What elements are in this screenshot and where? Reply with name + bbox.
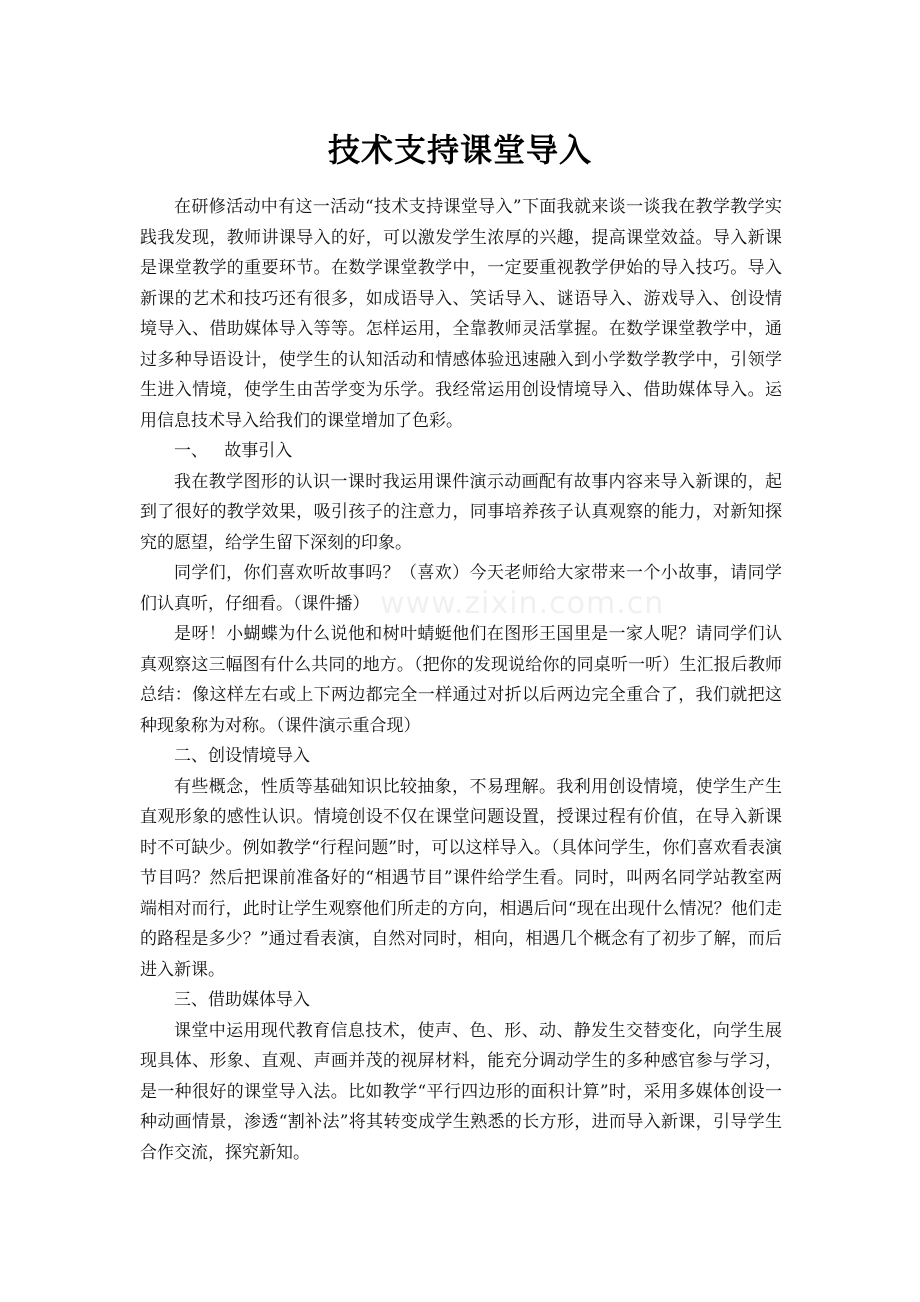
- intro-paragraph: 在研修活动中有这一活动“技术支持课堂导入”下面我就来谈一谈我在教学教学实践我发现，教师讲课导入的好，可以激发学生浓厚的兴趣，提高课堂效益。导入新课是课堂教学的重要环节。在数学课堂教学中，一定要重视教学伊始的导入技巧。导入新课的艺术和技巧还有很多，如成语导入、笑话导入、谜语导入、游戏导入、创设情境导入、借助媒体导入等等。怎样运用，全靠教师灵活掌握。在数学课堂教学中，通过多种导语设计，使学生的认知活动和情感体验迅速融入到小学数学教学中，引领学生进入情境，使学生由苦学变为乐学。我经常运用创设情境导入、借助媒体导入。运用信息技术导入给我们的课堂增加了色彩。: [140, 197, 782, 431]
- section-heading-media: 三、借助媒体导入: [174, 990, 310, 1010]
- section-heading-story: 一、 故事引入: [174, 441, 293, 461]
- story-paragraph-3: 是呀！小蝴蝶为什么说他和树叶蜻蜓他们在图形王国里是一家人呢？请同学们认真观察这三幅图有什么共同的地方。（把你的发现说给你的同桌听一听）生汇报后教师总结：像这样左右或上下两边都完全一样通过对折以后两边完全重合了，我们就把这种现象称为对称。（课件演示重合现）: [140, 624, 782, 736]
- section-heading-situation: 二、创设情境导入: [174, 746, 310, 766]
- story-paragraph-1: 我在教学图形的认识一课时我运用课件演示动画配有故事内容来导入新课的，起到了很好的教学效果，吸引孩子的注意力，同事培养孩子认真观察的能力，对新知探究的愿望，给学生留下深刻的印象。: [140, 471, 782, 553]
- watermark-text: www.zixin.com.cn: [380, 586, 665, 621]
- media-paragraph: 课堂中运用现代教育信息技术，使声、色、形、动、静发生交替变化，向学生展现具体、形象、直观、声画并茂的视屏材料，能充分调动学生的多种感官参与学习，是一种很好的课堂导入法。比如教学“平行四边形的面积计算”时，采用多媒体创设一种动画情景，渗透“割补法”将其转变成学生熟悉的长方形，进而导入新课，引导学生合作交流，探究新知。: [140, 1020, 782, 1163]
- document-body: [140, 192, 782, 1168]
- document-title: 技术支持课堂导入: [327, 131, 592, 169]
- situation-paragraph: 有些概念，性质等基础知识比较抽象，不易理解。我利用创设情境，使学生产生直观形象的感性认识。情境创设不仅在课堂问题设置，授课过程有价值，在导入新课时不可缺少。例如教学“行程问题”时，可以这样导入。（具体问学生，你们喜欢看表演节目吗？然后把课前准备好的“相遇节目”课件给学生看。同时，叫两名同学站教室两端相对而行，此时让学生观察他们所走的方向，相遇后问“现在出现什么情况？他们走的路程是多少？”通过看表演，自然对同时，相向，相遇几个概念有了初步了解，而后进入新课。: [140, 776, 782, 980]
- story-paragraph-2: 同学们，你们喜欢听故事吗？（喜欢）今天老师给大家带来一个小故事，请同学们认真听，仔细看。（课件播）: [140, 563, 782, 614]
